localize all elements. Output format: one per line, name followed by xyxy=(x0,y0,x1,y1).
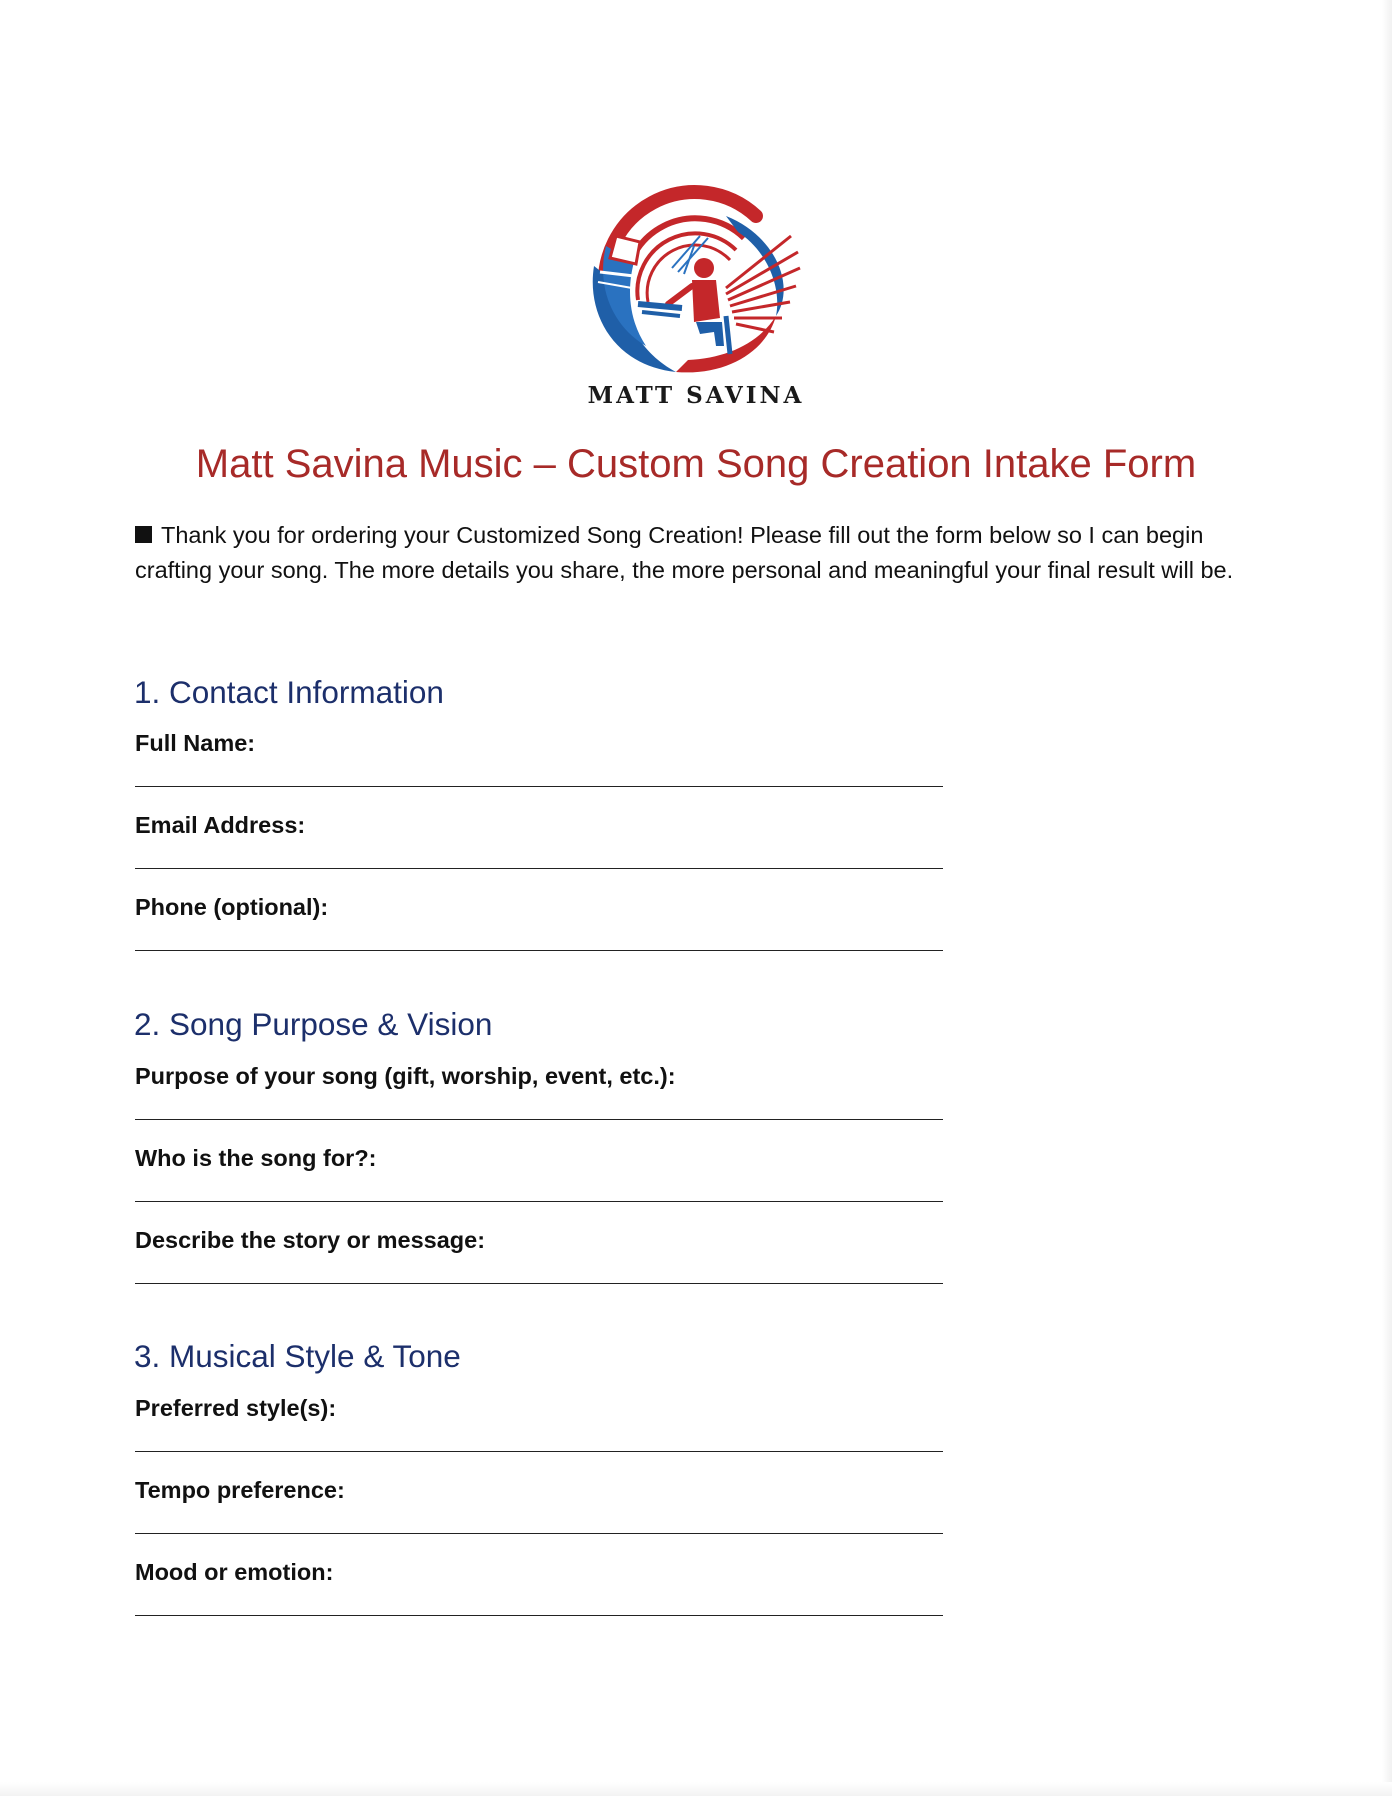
label-preferred-style: Preferred style(s): xyxy=(135,1395,337,1421)
intro-text: Thank you for ordering your Customized Song Creation! Please fill out the form below so I can begin crafting your song. The more details you share, the more personal and meaningful your final result will be. xyxy=(135,522,1234,583)
label-song-purpose: Purpose of your song (gift, worship, event, etc.): xyxy=(135,1063,676,1089)
section-heading-contact: 1. Contact Information xyxy=(134,674,444,710)
label-tempo: Tempo preference: xyxy=(135,1477,345,1503)
tempo-field[interactable] xyxy=(135,1533,943,1534)
matt-savina-logo xyxy=(576,176,816,416)
label-mood: Mood or emotion: xyxy=(135,1559,334,1585)
story-message-field[interactable] xyxy=(135,1283,943,1284)
song-purpose-field[interactable] xyxy=(135,1119,943,1120)
label-email-address: Email Address: xyxy=(135,812,306,838)
logo-emblem-icon xyxy=(576,176,816,386)
page-bottom-shadow xyxy=(0,1782,1392,1796)
full-name-field[interactable] xyxy=(135,786,943,787)
logo-wordmark: MATT SAVINA xyxy=(587,382,805,409)
form-title: Matt Savina Music – Custom Song Creation Intake Form xyxy=(195,442,1197,486)
page-edge-shadow xyxy=(1382,0,1392,1796)
section-heading-style: 3. Musical Style & Tone xyxy=(134,1338,461,1374)
mood-field[interactable] xyxy=(135,1615,943,1616)
label-phone: Phone (optional): xyxy=(135,894,329,920)
song-for-field[interactable] xyxy=(135,1201,943,1202)
phone-field[interactable] xyxy=(135,950,943,951)
preferred-style-field[interactable] xyxy=(135,1451,943,1452)
label-full-name: Full Name: xyxy=(135,730,256,756)
square-bullet-icon xyxy=(135,526,152,543)
label-song-for: Who is the song for?: xyxy=(135,1145,377,1171)
intro-paragraph xyxy=(135,518,1255,587)
email-address-field[interactable] xyxy=(135,868,943,869)
section-heading-purpose: 2. Song Purpose & Vision xyxy=(134,1006,493,1042)
label-story-message: Describe the story or message: xyxy=(135,1227,486,1253)
